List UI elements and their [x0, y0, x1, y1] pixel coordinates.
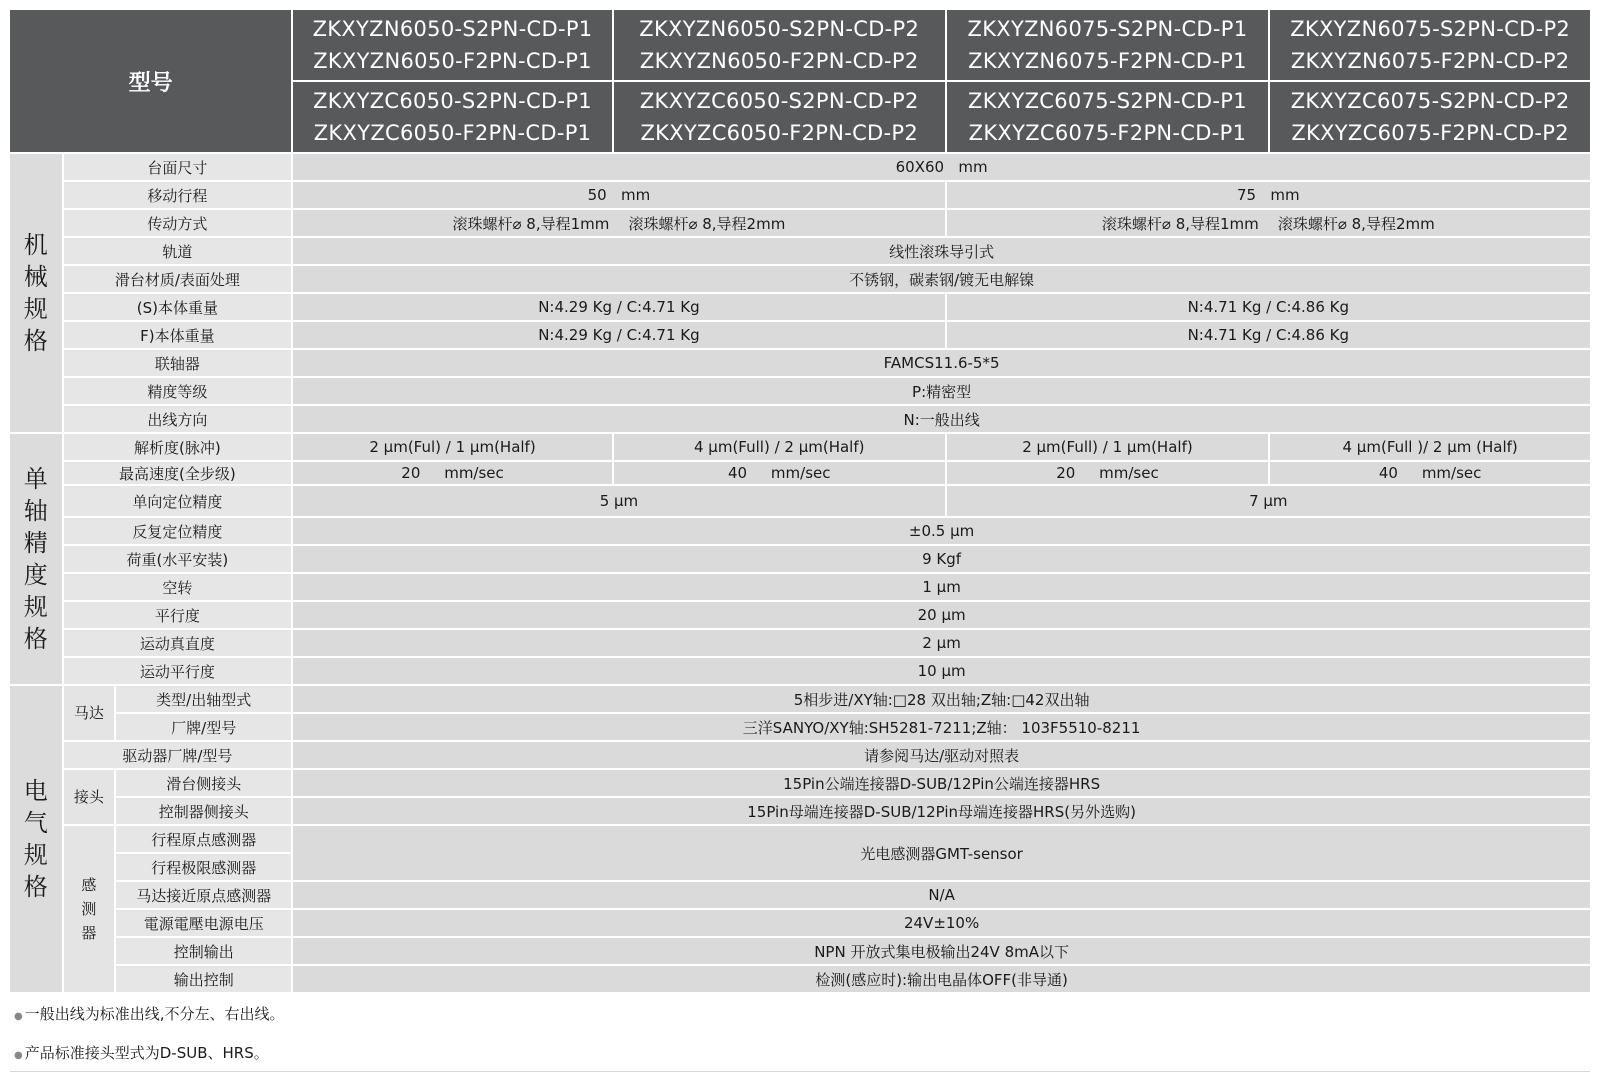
row-value: 75 mm: [946, 181, 1591, 209]
row-label: F)本体重量: [63, 321, 293, 349]
table-row: [9, 405, 1591, 433]
row-value: FAMCS11.6-5*5: [292, 349, 1591, 377]
row-value: 2 μm(Ful) / 1 μm(Half): [292, 433, 613, 461]
model-header-title: 型号: [9, 9, 292, 153]
table-row: [9, 517, 1591, 545]
row-value: P:精密型: [292, 377, 1591, 405]
row-value: 检测(感应时):输出电晶体OFF(非导通): [292, 965, 1591, 993]
row-label: 行程原点感测器: [115, 825, 292, 853]
table-row: [9, 433, 1591, 461]
row-value: 2 μm(Full) / 1 μm(Half): [946, 433, 1270, 461]
row-value: 10 μm: [292, 657, 1591, 685]
table-row: [9, 153, 1591, 181]
row-label: 最高速度(全步级): [63, 461, 293, 485]
header-row-n: [9, 9, 1591, 81]
row-value: N:4.71 Kg / C:4.86 Kg: [946, 293, 1591, 321]
row-value: 24V±10%: [292, 909, 1591, 937]
row-value: 请参阅马达/驱动对照表: [292, 741, 1591, 769]
row-value: N:4.29 Kg / C:4.71 Kg: [292, 293, 945, 321]
row-value: 20 mm/sec: [292, 461, 613, 485]
row-label: 联轴器: [63, 349, 293, 377]
row-label: 控制输出: [115, 937, 292, 965]
row-value: N:4.71 Kg / C:4.86 Kg: [946, 321, 1591, 349]
table-row: [9, 797, 1591, 825]
category-electrical: 电 气 规 格: [9, 685, 63, 993]
row-label: 类型/出轴型式: [115, 685, 292, 713]
row-value: 三洋SANYO/XY轴:SH5281-7211;Z轴： 103F5510-8211: [292, 713, 1591, 741]
row-label: 荷重(水平安装): [63, 545, 293, 573]
table-row: [9, 685, 1591, 713]
row-label: 精度等级: [63, 377, 293, 405]
table-row: [9, 825, 1591, 853]
table-row: [9, 209, 1591, 237]
category-mechanical: 机 械 规 格: [9, 153, 63, 433]
row-value: 1 μm: [292, 573, 1591, 601]
table-row: [9, 485, 1591, 517]
row-value: N/A: [292, 881, 1591, 909]
row-label: 移动行程: [63, 181, 293, 209]
row-label: 单向定位精度: [63, 485, 293, 517]
row-value: 不锈钢，碳素钢/镀无电解镍: [292, 265, 1591, 293]
model-cell: ZKXYZC6075-S2PN-CD-P1 ZKXYZC6075-F2PN-CD-P1: [946, 81, 1270, 153]
row-value: 4 μm(Full )/ 2 μm (Half): [1269, 433, 1591, 461]
row-label: 驱动器厂牌/型号: [63, 741, 293, 769]
model-cell: ZKXYZN6050-S2PN-CD-P1 ZKXYZN6050-F2PN-CD-P1: [292, 9, 613, 81]
table-row: [9, 461, 1591, 485]
row-label: (S)本体重量: [63, 293, 293, 321]
table-row: [9, 377, 1591, 405]
table-row: [9, 321, 1591, 349]
model-cell: ZKXYZC6075-S2PN-CD-P2 ZKXYZC6075-F2PN-CD-P2: [1269, 81, 1591, 153]
table-row: [9, 629, 1591, 657]
table-row: [9, 349, 1591, 377]
row-value: 40 mm/sec: [1269, 461, 1591, 485]
row-label: 滑台侧接头: [115, 769, 292, 797]
row-label: 轨道: [63, 237, 293, 265]
row-value: ±0.5 μm: [292, 517, 1591, 545]
row-label: 平行度: [63, 601, 293, 629]
row-label: 電源電壓电源电压: [115, 909, 292, 937]
table-row: [9, 181, 1591, 209]
row-label: 控制器侧接头: [115, 797, 292, 825]
row-value: 5相步进/XY轴:□28 双出轴;Z轴:□42双出轴: [292, 685, 1591, 713]
row-value: 2 μm: [292, 629, 1591, 657]
note: ● 产品标准接头型式为D-SUB、HRS。: [9, 1033, 1591, 1071]
row-label: 传动方式: [63, 209, 293, 237]
row-value: 20 μm: [292, 601, 1591, 629]
table-row: [9, 265, 1591, 293]
bullet-icon: ●: [14, 1010, 23, 1022]
model-cell: ZKXYZC6050-S2PN-CD-P1 ZKXYZC6050-F2PN-CD-P1: [292, 81, 613, 153]
spec-table: [8, 8, 1592, 1072]
row-value: 60X60 mm: [292, 153, 1591, 181]
row-label: 反复定位精度: [63, 517, 293, 545]
table-row: [9, 657, 1591, 685]
subcategory-sensor: 感 测 器: [63, 825, 116, 993]
table-row: [9, 545, 1591, 573]
row-label: 出线方向: [63, 405, 293, 433]
note-row: [9, 1033, 1591, 1071]
table-row: [9, 237, 1591, 265]
row-value: 线性滚珠导引式: [292, 237, 1591, 265]
row-label: 输出控制: [115, 965, 292, 993]
model-cell: ZKXYZN6050-S2PN-CD-P2 ZKXYZN6050-F2PN-CD-P2: [613, 9, 946, 81]
row-label: 行程极限感测器: [115, 853, 292, 881]
row-label: 台面尺寸: [63, 153, 293, 181]
note: ● 一般出线为标准出线,不分左、右出线。: [9, 993, 1591, 1033]
row-value: 9 Kgf: [292, 545, 1591, 573]
row-value: 7 μm: [946, 485, 1591, 517]
model-cell: ZKXYZC6050-S2PN-CD-P2 ZKXYZC6050-F2PN-CD-P2: [613, 81, 946, 153]
table-row: [9, 937, 1591, 965]
note-row: [9, 993, 1591, 1033]
table-row: [9, 965, 1591, 993]
row-value: 5 μm: [292, 485, 945, 517]
row-value: N:4.29 Kg / C:4.71 Kg: [292, 321, 945, 349]
row-label: 运动平行度: [63, 657, 293, 685]
row-value: 50 mm: [292, 181, 945, 209]
table-row: [9, 741, 1591, 769]
row-value: 滚珠螺杆⌀ 8,导程1mm 滚珠螺杆⌀ 8,导程2mm: [292, 209, 945, 237]
row-label: 解析度(脉冲): [63, 433, 293, 461]
model-cell: ZKXYZN6075-S2PN-CD-P2 ZKXYZN6075-F2PN-CD-P2: [1269, 9, 1591, 81]
row-label: 运动真直度: [63, 629, 293, 657]
row-label: 厂牌/型号: [115, 713, 292, 741]
row-value: 15Pin母端连接器D-SUB/12Pin母端连接器HRS(另外选购): [292, 797, 1591, 825]
row-value: N:一般出线: [292, 405, 1591, 433]
table-row: [9, 769, 1591, 797]
row-value: NPN 开放式集电极输出24V 8mA以下: [292, 937, 1591, 965]
row-label: 空转: [63, 573, 293, 601]
bullet-icon: ●: [14, 1049, 23, 1061]
row-label: 马达接近原点感测器: [115, 881, 292, 909]
row-value: 20 mm/sec: [946, 461, 1270, 485]
table-row: [9, 601, 1591, 629]
table-row: [9, 573, 1591, 601]
row-label: 滑台材质/表面处理: [63, 265, 293, 293]
table-row: [9, 293, 1591, 321]
row-value: 40 mm/sec: [613, 461, 946, 485]
row-value: 光电感测器GMT-sensor: [292, 825, 1591, 881]
subcategory-motor: 马达: [63, 685, 116, 741]
table-row: [9, 909, 1591, 937]
category-precision: 单 轴 精 度 规 格: [9, 433, 63, 685]
row-value: 滚珠螺杆⌀ 8,导程1mm 滚珠螺杆⌀ 8,导程2mm: [946, 209, 1591, 237]
table-row: [9, 713, 1591, 741]
model-cell: ZKXYZN6075-S2PN-CD-P1 ZKXYZN6075-F2PN-CD-P1: [946, 9, 1270, 81]
row-value: 4 μm(Full) / 2 μm(Half): [613, 433, 946, 461]
row-value: 15Pin公端连接器D-SUB/12Pin公端连接器HRS: [292, 769, 1591, 797]
table-row: [9, 881, 1591, 909]
subcategory-connector: 接头: [63, 769, 116, 825]
